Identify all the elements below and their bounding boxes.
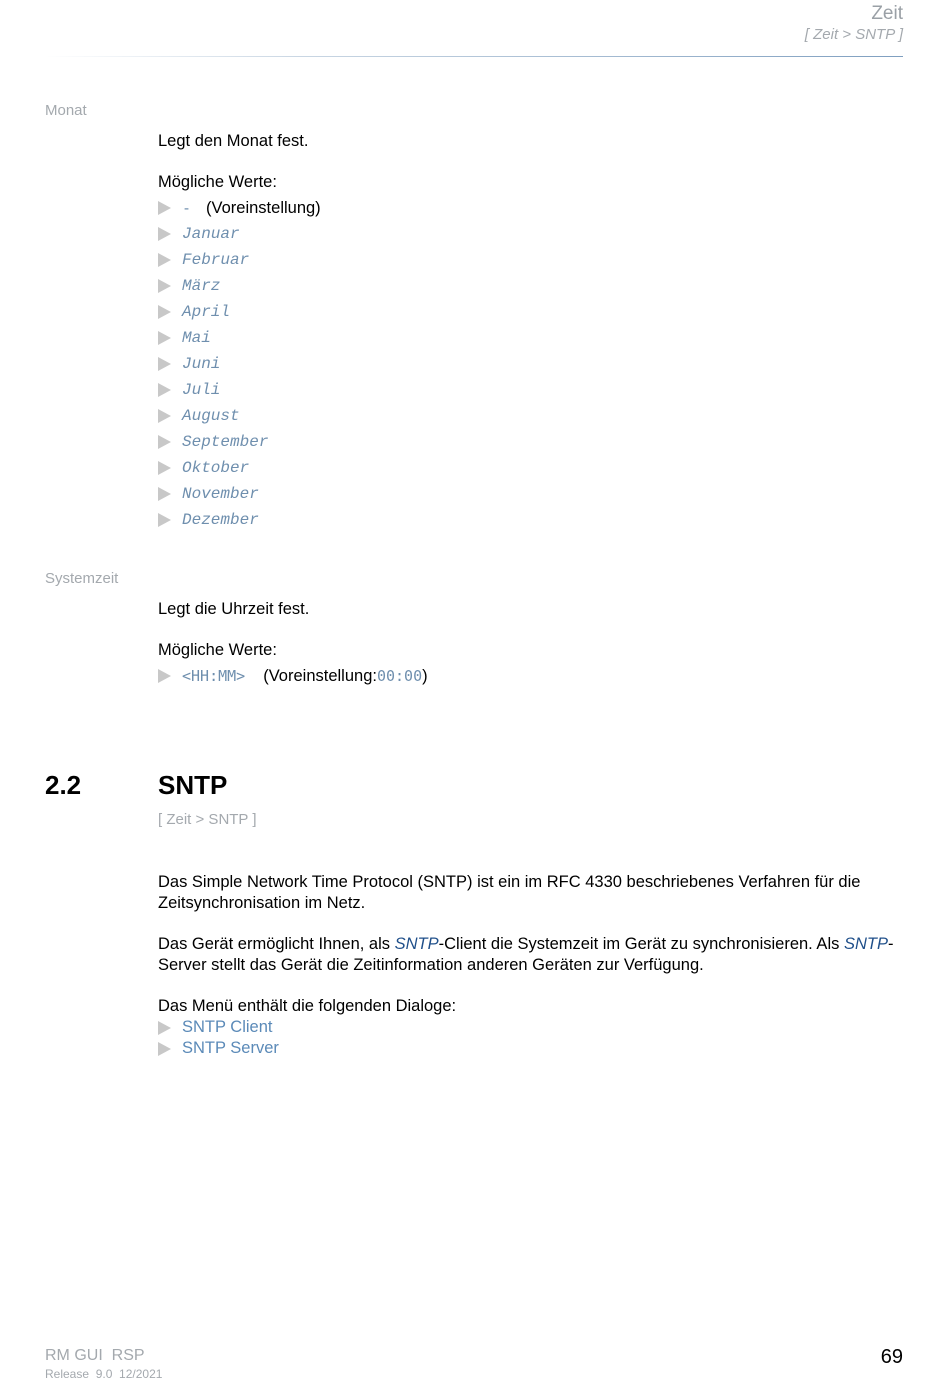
para-text: -Client die Systemzeit im Gerät zu synchronisieren. Als xyxy=(438,935,844,953)
month-value: September xyxy=(182,433,269,451)
list-item xyxy=(158,247,321,273)
list-item xyxy=(158,663,428,689)
list-item xyxy=(158,351,321,377)
monat-description: Legt den Monat fest. xyxy=(158,132,309,150)
month-value: August xyxy=(182,407,240,425)
default-value: - xyxy=(182,199,192,217)
bullet-triangle-icon xyxy=(158,383,171,397)
para-text: -Server stellt das Gerät die Zeitinformation anderen Geräten zur Verfügung. xyxy=(158,935,894,974)
systemzeit-description: Legt die Uhrzeit fest. xyxy=(158,600,310,618)
param-label-systemzeit: Systemzeit xyxy=(45,570,119,587)
systemzeit-values-intro: Mögliche Werte: xyxy=(158,641,277,659)
list-item xyxy=(158,221,321,247)
bullet-triangle-icon xyxy=(158,279,171,293)
footer-doc-title: RM GUI RSP xyxy=(45,1347,145,1364)
bullet-triangle-icon xyxy=(158,305,171,319)
param-label-monat: Monat xyxy=(45,102,87,119)
list-item xyxy=(158,377,321,403)
month-value: Dezember xyxy=(182,511,259,529)
list-item xyxy=(158,507,321,533)
default-note: (Voreinstellung) xyxy=(206,198,321,217)
monat-values-list xyxy=(158,195,321,533)
list-item xyxy=(158,403,321,429)
sntp-intro-paragraph: Das Simple Network Time Protocol (SNTP) ist ein im RFC 4330 beschriebenes Verfahren für die Zeitsynchronisation im Netz. xyxy=(158,873,861,912)
month-value: Juli xyxy=(182,381,221,399)
list-item xyxy=(158,195,321,221)
bullet-triangle-icon xyxy=(158,487,171,501)
month-value: Januar xyxy=(182,225,240,243)
default-suffix: ) xyxy=(422,666,428,685)
default-prefix: (Voreinstellung: xyxy=(263,666,377,685)
list-item xyxy=(158,299,321,325)
systemzeit-values-list xyxy=(158,663,428,689)
month-value: Juni xyxy=(182,355,221,373)
bullet-triangle-icon xyxy=(158,201,171,215)
bullet-triangle-icon xyxy=(158,435,171,449)
section-title: SNTP xyxy=(158,770,228,800)
link-sntp-client[interactable]: SNTP Client xyxy=(182,1018,273,1036)
list-item xyxy=(158,1038,279,1059)
bullet-triangle-icon xyxy=(158,253,171,267)
bullet-triangle-icon xyxy=(158,227,171,241)
list-item xyxy=(158,325,321,351)
sntp-role-paragraph xyxy=(158,934,903,976)
list-item xyxy=(158,1017,279,1038)
bullet-triangle-icon xyxy=(158,1042,171,1056)
header-divider xyxy=(45,56,903,57)
bullet-triangle-icon xyxy=(158,669,171,683)
list-item xyxy=(158,429,321,455)
section-number: 2.2 xyxy=(45,770,82,800)
list-item xyxy=(158,273,321,299)
bullet-triangle-icon xyxy=(158,461,171,475)
link-sntp-server[interactable]: SNTP Server xyxy=(182,1039,279,1057)
bullet-triangle-icon xyxy=(158,409,171,423)
month-value: Oktober xyxy=(182,459,250,477)
dialogs-intro: Das Menü enthält die folgenden Dialoge: xyxy=(158,997,457,1015)
glossary-term-sntp[interactable]: SNTP xyxy=(843,935,888,953)
month-value: April xyxy=(182,303,231,321)
list-item xyxy=(158,455,321,481)
bullet-triangle-icon xyxy=(158,357,171,371)
section-menu-path: [ Zeit > SNTP ] xyxy=(158,811,257,828)
dialogs-list xyxy=(158,1017,279,1059)
running-header-path: [ Zeit > SNTP ] xyxy=(804,26,903,43)
bullet-triangle-icon xyxy=(158,331,171,345)
bullet-triangle-icon xyxy=(158,513,171,527)
bullet-triangle-icon xyxy=(158,1021,171,1035)
month-value: Februar xyxy=(182,251,250,269)
footer-release: Release 9.0 12/2021 xyxy=(45,1367,163,1381)
default-time: 00:00 xyxy=(376,667,423,685)
month-value: November xyxy=(182,485,259,503)
monat-values-intro: Mögliche Werte: xyxy=(158,173,277,191)
list-item xyxy=(158,481,321,507)
running-header-title: Zeit xyxy=(871,3,903,24)
time-format: <HH:MM> xyxy=(182,667,246,685)
glossary-term-sntp[interactable]: SNTP xyxy=(394,935,439,953)
month-value: März xyxy=(182,277,221,295)
page-number: 69 xyxy=(880,1346,903,1368)
para-text: Das Gerät ermöglicht Ihnen, als xyxy=(158,935,395,953)
month-value: Mai xyxy=(182,329,211,347)
